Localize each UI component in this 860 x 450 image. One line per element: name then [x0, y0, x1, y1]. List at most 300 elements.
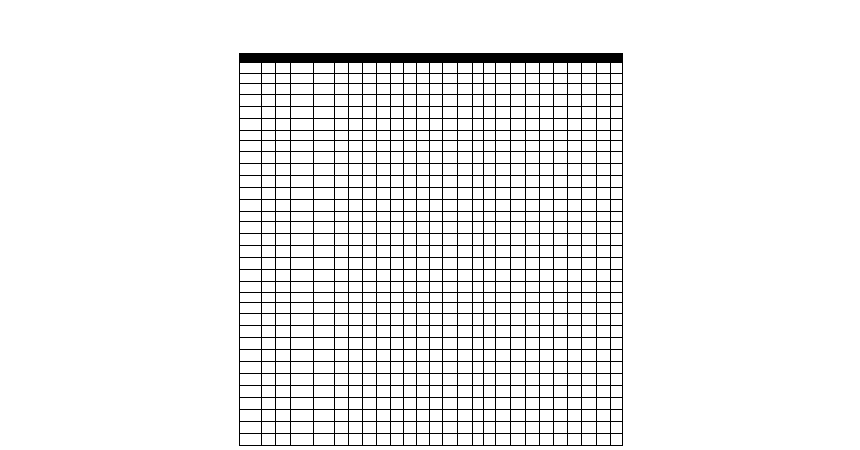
table-cell [511, 94, 526, 106]
table-cell [363, 433, 377, 445]
table-cell [240, 397, 262, 409]
table-cell [597, 270, 611, 282]
table-cell [582, 175, 597, 187]
table-cell [443, 325, 458, 337]
table-cell [443, 361, 458, 373]
table-cell [349, 73, 363, 84]
table-cell [458, 349, 473, 361]
table-cell [597, 337, 611, 349]
table-cell [291, 63, 314, 74]
table-cell [526, 222, 540, 234]
table-cell [417, 63, 430, 74]
table-cell [582, 397, 597, 409]
table-cell [240, 175, 262, 187]
table-cell [484, 385, 496, 397]
table-cell [262, 84, 276, 95]
column-header [291, 54, 314, 63]
table-cell [540, 73, 554, 84]
table-cell [363, 163, 377, 175]
table-cell [554, 292, 568, 303]
table-cell [540, 303, 554, 314]
table-cell [291, 118, 314, 130]
table-cell [377, 270, 391, 282]
table-cell [262, 211, 276, 222]
table-cell [540, 373, 554, 385]
table-cell [443, 163, 458, 175]
table-row [240, 106, 623, 118]
table-cell [404, 73, 417, 84]
table-cell [443, 385, 458, 397]
table-cell [473, 385, 484, 397]
table-cell [458, 130, 473, 141]
table-cell [391, 421, 404, 433]
table-cell [377, 282, 391, 293]
table-cell [314, 292, 335, 303]
table-row [240, 385, 623, 397]
table-cell [597, 199, 611, 211]
table-cell [314, 361, 335, 373]
table-cell [597, 73, 611, 84]
table-cell [554, 246, 568, 258]
table-cell [611, 130, 623, 141]
table-cell [276, 361, 291, 373]
table-cell [597, 373, 611, 385]
table-cell [404, 246, 417, 258]
table-cell [291, 337, 314, 349]
table-cell [484, 234, 496, 246]
table-cell [391, 313, 404, 325]
table-cell [611, 199, 623, 211]
table-cell [611, 313, 623, 325]
table-cell [240, 337, 262, 349]
table-cell [314, 409, 335, 421]
table-cell [473, 337, 484, 349]
table-cell [554, 303, 568, 314]
table-cell [335, 94, 349, 106]
table-cell [262, 222, 276, 234]
table-cell [349, 94, 363, 106]
table-row [240, 373, 623, 385]
table-cell [484, 211, 496, 222]
table-cell [582, 141, 597, 152]
table-cell [262, 292, 276, 303]
table-cell [496, 141, 511, 152]
table-cell [314, 397, 335, 409]
table-cell [473, 130, 484, 141]
table-cell [291, 141, 314, 152]
table-cell [568, 409, 582, 421]
table-cell [276, 84, 291, 95]
table-cell [377, 337, 391, 349]
table-cell [458, 282, 473, 293]
table-cell [391, 349, 404, 361]
table-row [240, 73, 623, 84]
table-cell [335, 84, 349, 95]
table-cell [377, 163, 391, 175]
table-cell [335, 63, 349, 74]
table-cell [276, 270, 291, 282]
table-cell [240, 270, 262, 282]
table-cell [496, 175, 511, 187]
table-cell [349, 373, 363, 385]
table-cell [568, 163, 582, 175]
table-cell [314, 234, 335, 246]
table-cell [276, 187, 291, 199]
table-cell [443, 84, 458, 95]
column-header [443, 54, 458, 63]
table-cell [262, 385, 276, 397]
table-cell [363, 141, 377, 152]
table-cell [597, 94, 611, 106]
table-cell [568, 433, 582, 445]
table-cell [349, 141, 363, 152]
table-cell [554, 151, 568, 163]
table-cell [540, 421, 554, 433]
table-cell [349, 292, 363, 303]
table-cell [511, 211, 526, 222]
table-cell [582, 73, 597, 84]
table-cell [262, 282, 276, 293]
table-cell [568, 63, 582, 74]
table-cell [473, 409, 484, 421]
table-cell [349, 421, 363, 433]
table-cell [443, 292, 458, 303]
table-cell [417, 84, 430, 95]
table-cell [496, 187, 511, 199]
table-cell [568, 337, 582, 349]
table-cell [496, 349, 511, 361]
column-header [458, 54, 473, 63]
table-cell [496, 433, 511, 445]
table-cell [582, 361, 597, 373]
table-cell [276, 325, 291, 337]
table-cell [314, 73, 335, 84]
table-cell [404, 337, 417, 349]
table-cell [526, 84, 540, 95]
table-cell [568, 84, 582, 95]
table-cell [417, 433, 430, 445]
table-cell [377, 258, 391, 270]
table-cell [568, 258, 582, 270]
table-cell [335, 118, 349, 130]
table-cell [540, 282, 554, 293]
column-header [611, 54, 623, 63]
table-cell [554, 118, 568, 130]
table-row [240, 258, 623, 270]
table-cell [526, 385, 540, 397]
table-cell [526, 325, 540, 337]
table-cell [597, 282, 611, 293]
table-cell [568, 313, 582, 325]
table-cell [511, 270, 526, 282]
table-cell [240, 246, 262, 258]
table-cell [582, 63, 597, 74]
table-cell [484, 337, 496, 349]
table-cell [568, 199, 582, 211]
table-cell [582, 313, 597, 325]
table-row [240, 151, 623, 163]
table-cell [404, 373, 417, 385]
table-cell [404, 409, 417, 421]
table-cell [568, 373, 582, 385]
column-header [526, 54, 540, 63]
table-cell [458, 258, 473, 270]
table-cell [511, 397, 526, 409]
table-cell [349, 397, 363, 409]
table-cell [391, 141, 404, 152]
table-cell [404, 234, 417, 246]
table-cell [391, 270, 404, 282]
table-cell [611, 106, 623, 118]
table-cell [511, 118, 526, 130]
table-cell [391, 187, 404, 199]
table-cell [391, 234, 404, 246]
table-cell [391, 94, 404, 106]
table-cell [526, 397, 540, 409]
table-cell [582, 303, 597, 314]
table-cell [496, 73, 511, 84]
table-cell [526, 211, 540, 222]
table-cell [484, 282, 496, 293]
table-cell [484, 349, 496, 361]
table-cell [377, 118, 391, 130]
column-header [349, 54, 363, 63]
table-cell [540, 63, 554, 74]
table-cell [276, 292, 291, 303]
table-cell [377, 234, 391, 246]
table-cell [363, 106, 377, 118]
table-cell [611, 63, 623, 74]
table-cell [540, 409, 554, 421]
table-cell [540, 151, 554, 163]
table-cell [484, 199, 496, 211]
table-cell [377, 73, 391, 84]
table-cell [430, 303, 443, 314]
table-cell [314, 433, 335, 445]
column-header [314, 54, 335, 63]
table-cell [430, 141, 443, 152]
table-cell [540, 246, 554, 258]
table-cell [582, 118, 597, 130]
table-cell [262, 373, 276, 385]
table-cell [377, 141, 391, 152]
table-cell [458, 303, 473, 314]
table-cell [496, 292, 511, 303]
table-cell [540, 397, 554, 409]
table-cell [554, 130, 568, 141]
column-header [473, 54, 484, 63]
table-cell [597, 258, 611, 270]
table-cell [314, 313, 335, 325]
table-cell [526, 258, 540, 270]
table-cell [511, 73, 526, 84]
table-cell [611, 73, 623, 84]
table-row [240, 303, 623, 314]
table-cell [568, 94, 582, 106]
table-cell [391, 73, 404, 84]
table-cell [458, 63, 473, 74]
table-cell [597, 175, 611, 187]
table-cell [526, 361, 540, 373]
table-cell [335, 292, 349, 303]
table-row [240, 349, 623, 361]
table-cell [291, 106, 314, 118]
table-cell [262, 199, 276, 211]
table-cell [554, 199, 568, 211]
table-cell [404, 385, 417, 397]
table-cell [473, 325, 484, 337]
table-cell [582, 258, 597, 270]
table-cell [417, 175, 430, 187]
table-cell [314, 84, 335, 95]
table-cell [391, 292, 404, 303]
table-cell [526, 292, 540, 303]
table-cell [363, 421, 377, 433]
table-cell [458, 199, 473, 211]
table-cell [262, 141, 276, 152]
table-cell [473, 246, 484, 258]
table-cell [377, 211, 391, 222]
table-cell [291, 163, 314, 175]
table-cell [611, 222, 623, 234]
table-cell [568, 175, 582, 187]
table-cell [349, 63, 363, 74]
table-cell [582, 246, 597, 258]
table-cell [430, 234, 443, 246]
table-cell [568, 211, 582, 222]
table-cell [568, 141, 582, 152]
table-cell [363, 325, 377, 337]
table-cell [568, 349, 582, 361]
table-cell [240, 373, 262, 385]
table-cell [391, 151, 404, 163]
table-cell [443, 63, 458, 74]
table-cell [349, 151, 363, 163]
table-cell [314, 373, 335, 385]
table-cell [291, 211, 314, 222]
table-cell [417, 199, 430, 211]
table-cell [276, 73, 291, 84]
table-cell [511, 246, 526, 258]
table-cell [291, 325, 314, 337]
table-cell [540, 349, 554, 361]
table-cell [363, 118, 377, 130]
table-cell [540, 325, 554, 337]
table-cell [404, 361, 417, 373]
table-cell [363, 94, 377, 106]
table-cell [262, 361, 276, 373]
table-cell [473, 175, 484, 187]
table-cell [291, 421, 314, 433]
table-cell [335, 163, 349, 175]
table-cell [568, 187, 582, 199]
table-cell [458, 373, 473, 385]
table-cell [511, 141, 526, 152]
table-cell [335, 106, 349, 118]
table-cell [458, 84, 473, 95]
table-cell [568, 73, 582, 84]
table-cell [443, 421, 458, 433]
table-cell [443, 270, 458, 282]
table-cell [335, 234, 349, 246]
table-cell [363, 303, 377, 314]
table-cell [291, 373, 314, 385]
table-cell [377, 84, 391, 95]
table-cell [404, 118, 417, 130]
table-cell [526, 163, 540, 175]
table-cell [443, 130, 458, 141]
table-cell [314, 63, 335, 74]
table-cell [540, 175, 554, 187]
table-cell [335, 187, 349, 199]
table-cell [314, 163, 335, 175]
table-cell [240, 84, 262, 95]
table-cell [443, 151, 458, 163]
table-cell [377, 397, 391, 409]
table-cell [417, 292, 430, 303]
table-cell [597, 118, 611, 130]
table-cell [335, 337, 349, 349]
table-cell [363, 282, 377, 293]
table-cell [391, 199, 404, 211]
table-cell [496, 84, 511, 95]
table-cell [363, 313, 377, 325]
table-cell [554, 325, 568, 337]
table-cell [276, 373, 291, 385]
table-cell [430, 199, 443, 211]
table-cell [582, 234, 597, 246]
table-cell [484, 163, 496, 175]
table-cell [582, 151, 597, 163]
table-cell [582, 421, 597, 433]
table-cell [276, 258, 291, 270]
table-cell [291, 361, 314, 373]
table-cell [377, 199, 391, 211]
table-cell [540, 106, 554, 118]
table-cell [496, 325, 511, 337]
table-cell [496, 118, 511, 130]
table-cell [349, 385, 363, 397]
table-cell [597, 303, 611, 314]
table-cell [597, 141, 611, 152]
table-cell [443, 397, 458, 409]
table-cell [276, 141, 291, 152]
table-cell [262, 325, 276, 337]
table-cell [484, 373, 496, 385]
table-cell [417, 130, 430, 141]
table-row [240, 292, 623, 303]
table-cell [404, 222, 417, 234]
column-header [363, 54, 377, 63]
table-cell [582, 187, 597, 199]
table-cell [540, 258, 554, 270]
table-cell [484, 270, 496, 282]
table-cell [443, 313, 458, 325]
table-row [240, 337, 623, 349]
table-cell [443, 141, 458, 152]
table-cell [473, 292, 484, 303]
table-cell [496, 163, 511, 175]
table-cell [335, 385, 349, 397]
table-cell [335, 222, 349, 234]
table-cell [404, 292, 417, 303]
table-cell [568, 303, 582, 314]
table-cell [443, 175, 458, 187]
table-cell [377, 130, 391, 141]
table-cell [496, 94, 511, 106]
table-cell [540, 361, 554, 373]
table-cell [417, 385, 430, 397]
